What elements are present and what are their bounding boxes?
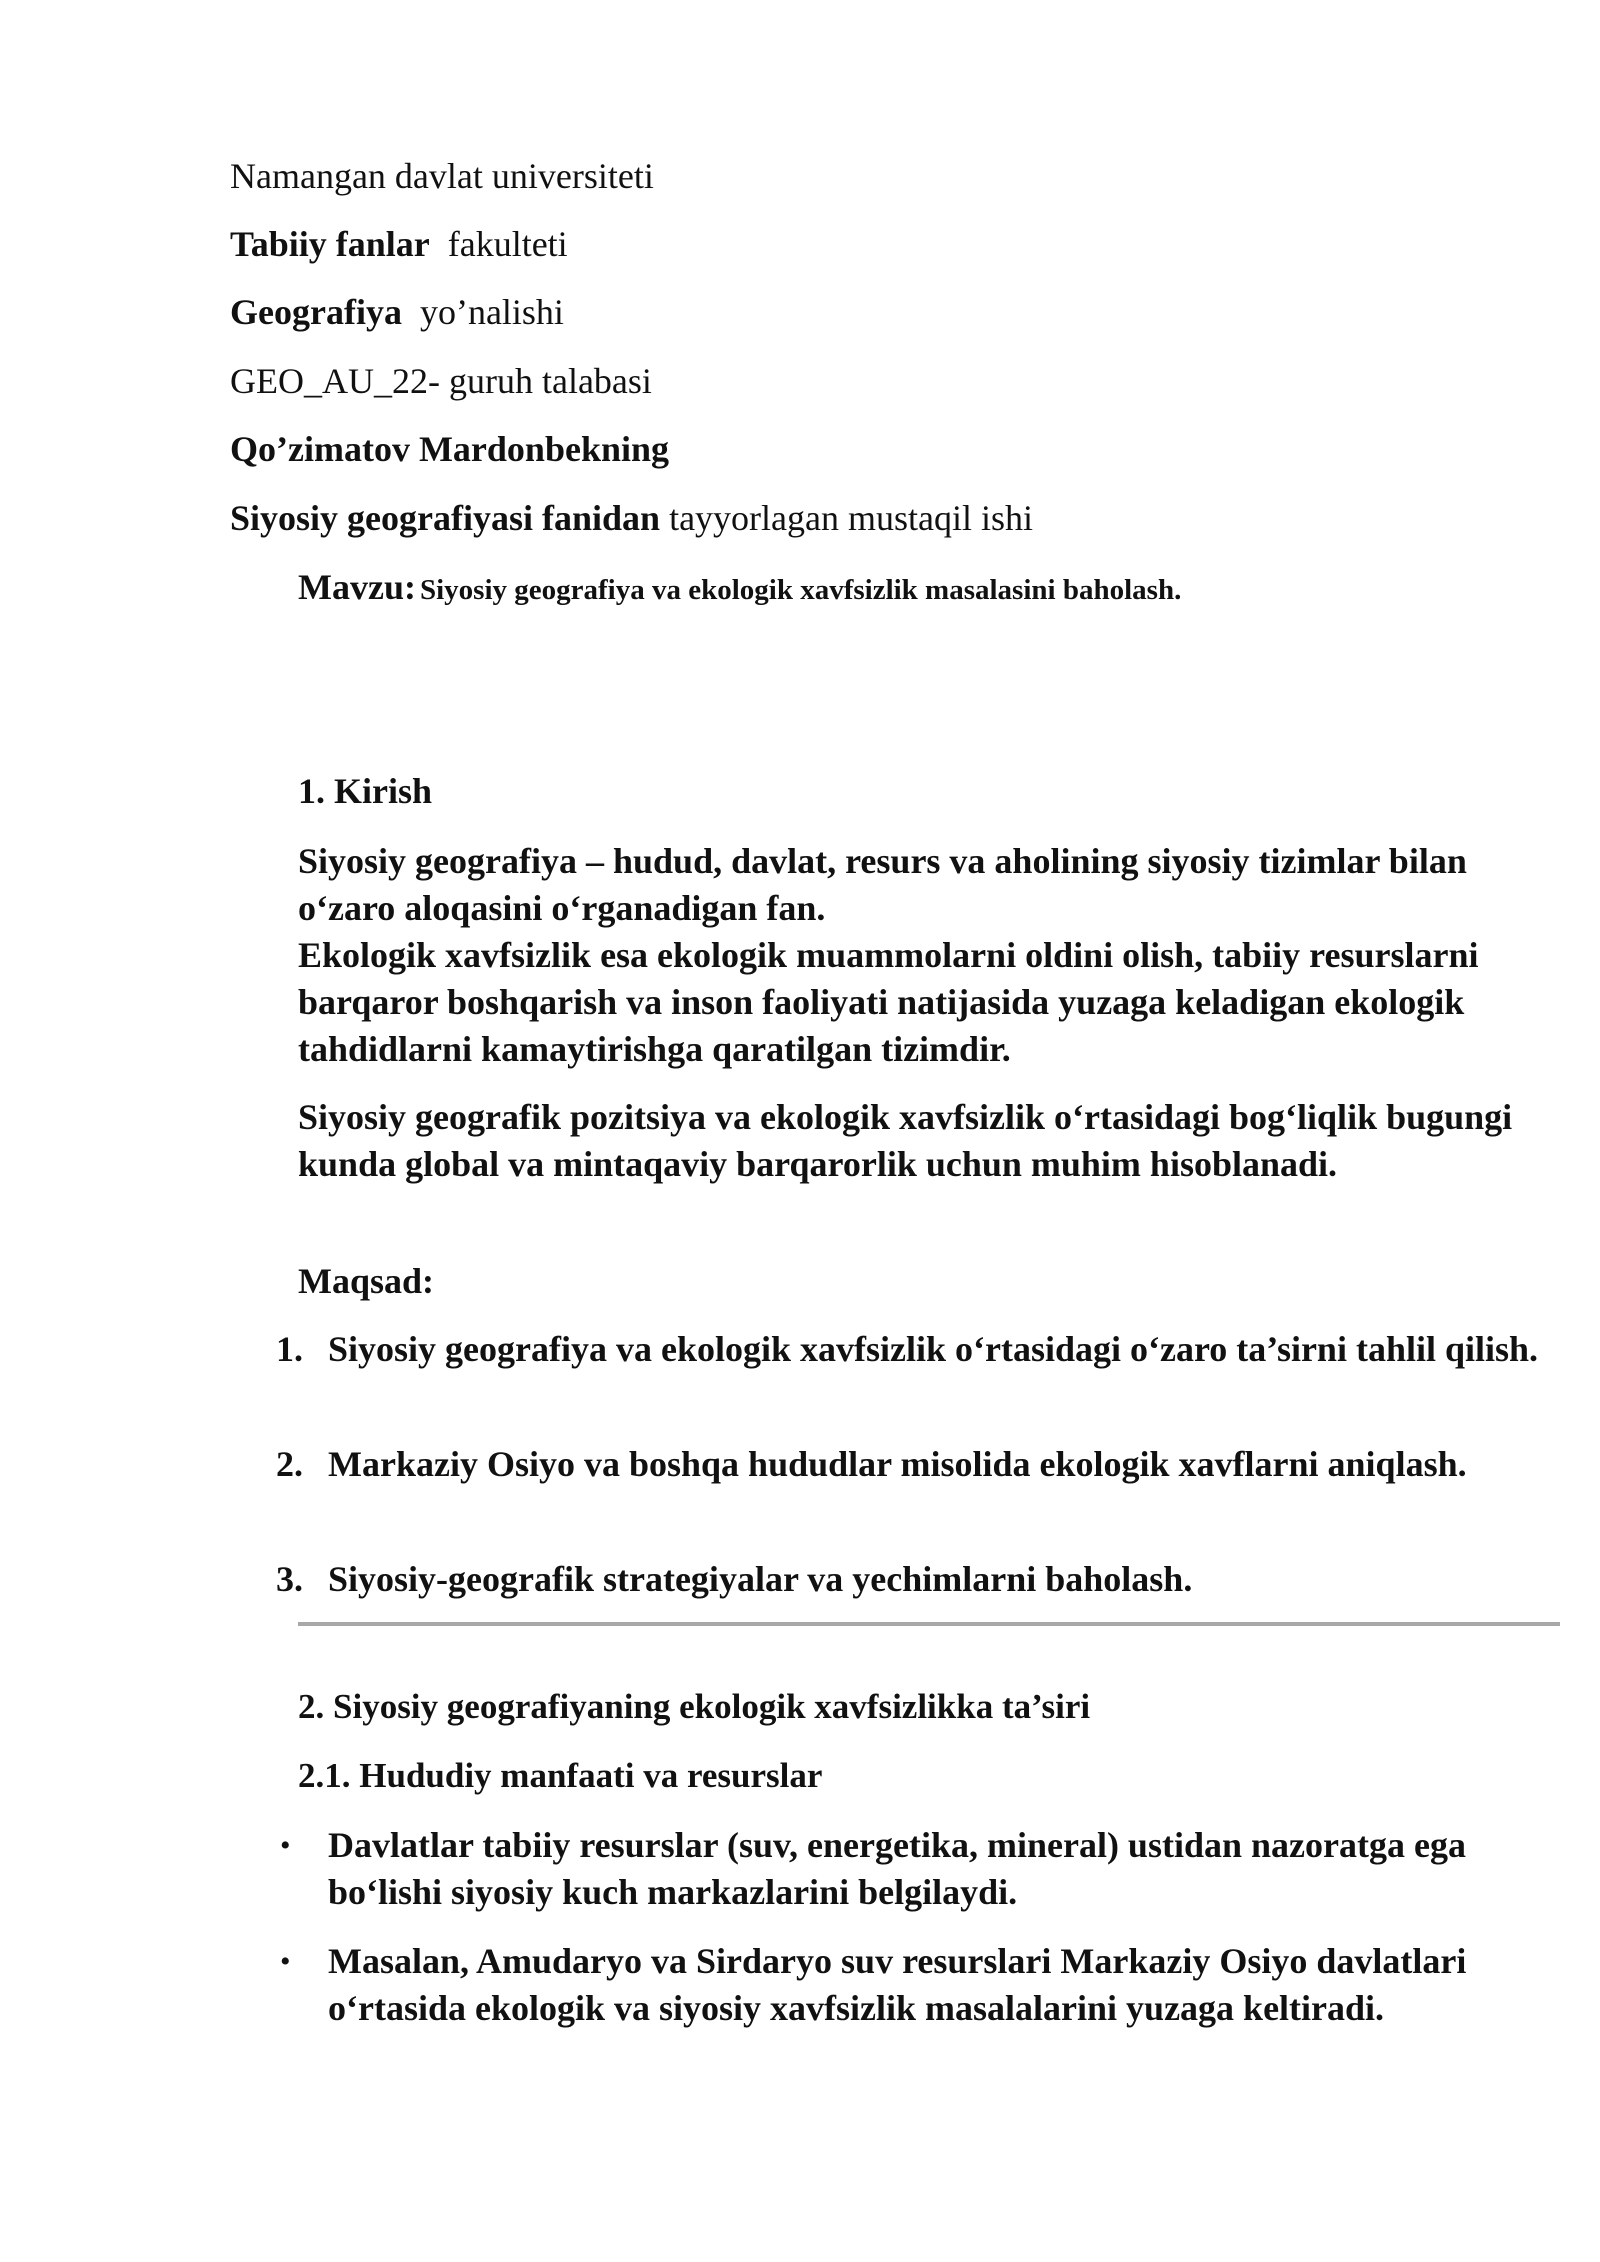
- goal-number-2: 2.: [276, 1444, 303, 1484]
- direction-line: [230, 290, 564, 334]
- goal-item-3: Siyosiy-geografik strategiyalar va yechimlarni baholash.: [328, 1559, 1193, 1599]
- group-line: GEO_AU_22- guruh talabasi: [230, 361, 652, 401]
- goal-item-1: Siyosiy geografiya va ekologik xavfsizlik o‘rtasidagi o‘zaro ta’sirni tahlil qilish.: [328, 1329, 1539, 1369]
- topic-label: Mavzu:: [298, 567, 416, 607]
- horizontal-divider: [298, 1622, 1560, 1626]
- university-name: Namangan davlat universiteti: [230, 156, 654, 196]
- faculty-suffix: fakulteti: [447, 224, 568, 264]
- direction-suffix: yo’nalishi: [419, 292, 564, 332]
- section1-paragraph-1-text: Siyosiy geografiya – hudud, davlat, resurs va aholining siyosiy tizimlar bilan o‘zaro aloqasini o‘rganadigan fan.: [298, 841, 1467, 928]
- direction-name: Geografiya: [230, 292, 402, 332]
- topic-line: [298, 566, 1181, 608]
- subject-name: Siyosiy geografiyasi fanidan: [230, 498, 661, 538]
- bullet-icon: •: [280, 1829, 291, 1862]
- bullet-item-2: Masalan, Amudaryo va Sirdaryo suv resurslari Markaziy Osiyo davlatlari o‘rtasida ekologik va siyosiy xavfsizlik masalalarini yuzaga keltiradi.: [328, 1941, 1467, 2028]
- topic-value: Siyosiy geografiya va ekologik xavfsizlik masalasini baholash.: [419, 574, 1182, 606]
- subject-suffix: tayyorlagan mustaqil ishi: [669, 498, 1033, 538]
- subject-line: [230, 496, 1033, 540]
- section1-paragraph-2-text: Ekologik xavfsizlik esa ekologik muammolarni oldini olish, tabiiy resurslarni barqaror boshqarish va inson faoliyati natijasida yuzaga keladigan ekologik tahdidlarni kamaytirishga qaratilgan tizimdir.: [298, 935, 1479, 1069]
- goal-item-2: Markaziy Osiyo va boshqa hududlar misolida ekologik xavflarni aniqlash.: [328, 1444, 1467, 1484]
- bullet-item-1: Davlatlar tabiiy resurslar (suv, energetika, mineral) ustidan nazoratga ega bo‘lishi siyosiy kuch markazlarini belgilaydi.: [328, 1825, 1466, 1912]
- faculty-line: [230, 222, 568, 266]
- section1-paragraph-1: [298, 838, 1548, 1073]
- goal-label: Maqsad:: [298, 1261, 435, 1301]
- student-name: [230, 427, 669, 471]
- goal-number-3: 3.: [276, 1559, 303, 1599]
- section2-heading: 2. Siyosiy geografiyaning ekologik xavfsizlikka ta’siri: [298, 1687, 1091, 1726]
- goal-number-1: 1.: [276, 1329, 303, 1369]
- faculty-name: Tabiiy fanlar: [230, 224, 430, 264]
- section2-subheading: 2.1. Hududiy manfaati va resurslar: [298, 1756, 823, 1795]
- bullet-icon: •: [280, 1945, 291, 1978]
- student-name-text: Qo’zimatov Mardonbekning: [230, 429, 670, 469]
- section1-heading: 1. Kirish: [298, 771, 433, 811]
- section1-paragraph-3: Siyosiy geografik pozitsiya va ekologik xavfsizlik o‘rtasidagi bog‘liqlik bugungi kunda global va mintaqaviy barqarorlik uchun muhim hisoblanadi.: [298, 1097, 1513, 1184]
